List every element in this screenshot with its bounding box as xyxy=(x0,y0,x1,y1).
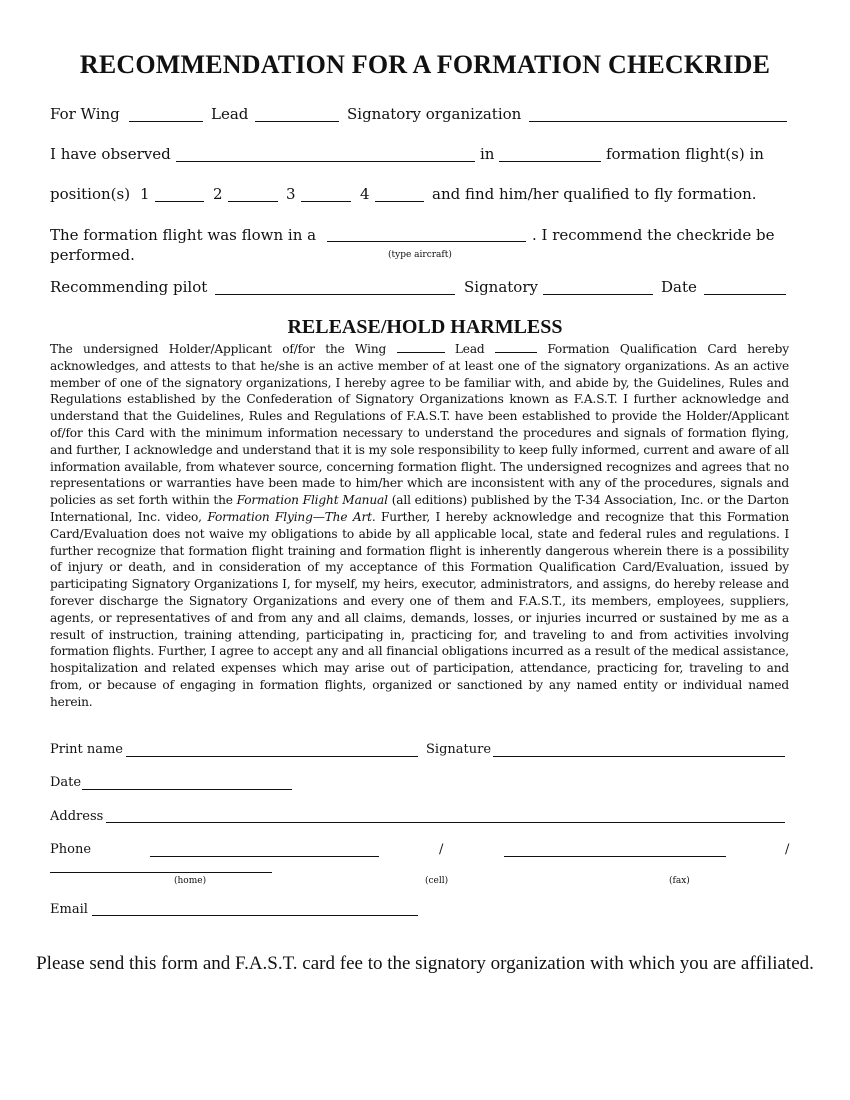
address-field[interactable] xyxy=(106,822,785,823)
for-wing-label: For Wing xyxy=(50,105,120,123)
flights-label: formation flight(s) in xyxy=(606,145,764,163)
fax-hint: (fax) xyxy=(669,876,690,886)
release-text-4: Further, I hereby acknowledge and recognize that this Formation Card/Evaluation does not waive my obligations to abide by all applicable local, state and federal rules and regulations. I further recognize that formation flight training and formation flight is inherently dangerous wherein there is a possibility of injury or death, and in consideration of my acceptance of this Formation Qualification Card/Evaluation, issued by participating Signatory Organizations I, for myself, my heirs, executor, administrators, and assigns, do hereby release and forever discharge the Signatory Organizations and every one of them and F.A.S.T., its members, employees, suppliers, agents, or representatives of and from any and all claims, demands, losses, or injuries incurred or sustained by me as a result of instruction, training attending, participating in, practicing for, and traveling to and from activities involving formation flights. Further, I agree to accept any and all financial obligations incurred as a result of the medical assistance, hospitalization and related expenses which may arise out of participation, attendance, practicing for, traveling to and from, or because of engaging in formation flights, organized or sanctioned by any named entity or individual named herein. xyxy=(50,509,789,709)
fax-phone-field[interactable] xyxy=(50,872,272,873)
signatory-field[interactable] xyxy=(543,294,653,295)
signatory-label: Signatory xyxy=(464,278,538,296)
for-wing-field[interactable] xyxy=(129,121,203,122)
observed-label: I have observed xyxy=(50,145,171,163)
flown-label: The formation flight was flown in a xyxy=(50,226,317,244)
cell-hint: (cell) xyxy=(425,876,449,886)
position-4-label: 4 xyxy=(360,185,370,203)
aircraft-type-field[interactable] xyxy=(327,241,526,242)
observed-name-field[interactable] xyxy=(176,161,475,162)
manual-title: Formation Flight Manual xyxy=(236,493,388,508)
print-name-label: Print name xyxy=(50,742,123,757)
home-phone-field[interactable] xyxy=(150,856,379,857)
release-text-1: The undersigned Holder/Applicant of/for the Wing xyxy=(50,342,387,356)
footer-instructions: Please send this form and F.A.S.T. card fee to the signatory organization with which you are affiliated. xyxy=(36,953,814,974)
phone-slash-1: / xyxy=(439,842,444,857)
recommending-pilot-label: Recommending pilot xyxy=(50,278,208,296)
performed-text: performed. xyxy=(50,246,135,264)
qualified-text: and find him/her qualified to fly formation. xyxy=(432,185,757,203)
signatory-org-label: Signatory organization xyxy=(347,105,522,123)
signatory-org-field[interactable] xyxy=(529,121,787,122)
position-3-label: 3 xyxy=(286,185,296,203)
positions-label: position(s) xyxy=(50,185,131,203)
position-2-label: 2 xyxy=(213,185,223,203)
in-label: in xyxy=(480,145,495,163)
email-field[interactable] xyxy=(92,915,418,916)
release-title: RELEASE/HOLD HARMLESS xyxy=(287,316,563,338)
phone-label: Phone xyxy=(50,842,92,857)
aircraft-hint: (type aircraft) xyxy=(388,250,452,260)
release-body xyxy=(50,341,789,711)
form-title: RECOMMENDATION FOR A FORMATION CHECKRIDE xyxy=(79,50,771,79)
release-text-2: Formation Qualification Card hereby acknowledges, and attests to that he/she is an active member of at least one of the signatory organizations. As an active member of one of the signatory organizations, I hereby agree to be familiar with, and abide by, the Guidelines, Rules and Regulations established by the Confederation of Signatory Organizations known as F.A.S.T. I further acknowledge and understand that the Guidelines, Rules and Regulations of F.A.S.T. have been established to provide the Holder/Applicant of/for this Card with the minimum information necessary to understand the procedures and signals of formation flying, and further, I acknowledge and understand that it is my sole responsibility to keep fully informed, current and aware of all information available, from whatever source, concerning formation flight. The undersigned recognizes and agrees that no representations or warranties have been made to him/her which are inconsistent with any of the procedures, signals and policies as set forth within the xyxy=(50,342,789,508)
release-lead-label: Lead xyxy=(454,342,485,356)
position-4-field[interactable] xyxy=(375,201,424,202)
position-3-field[interactable] xyxy=(301,201,351,202)
email-label: Email xyxy=(50,902,88,917)
date-field-top[interactable] xyxy=(704,294,786,295)
release-text-3: (all editions) published by the T-34 Association, Inc. or the Darton International, Inc. video, xyxy=(50,493,789,524)
address-label: Address xyxy=(50,809,104,824)
position-1-label: 1 xyxy=(140,185,150,203)
signature-label: Signature xyxy=(426,742,492,757)
cell-phone-field[interactable] xyxy=(504,856,726,857)
print-name-field[interactable] xyxy=(126,756,418,757)
flight-count-field[interactable] xyxy=(499,161,601,162)
date-label: Date xyxy=(50,775,82,790)
date-label-top: Date xyxy=(661,278,697,296)
lead-label: Lead xyxy=(211,105,249,123)
lead-field[interactable] xyxy=(255,121,339,122)
signature-field[interactable] xyxy=(493,756,785,757)
release-lead-blank[interactable] xyxy=(495,342,537,353)
phone-slash-2: / xyxy=(785,842,790,857)
video-title: Formation Flying—The Art. xyxy=(207,509,376,524)
recommending-pilot-field[interactable] xyxy=(215,294,455,295)
release-wing-blank[interactable] xyxy=(397,342,445,353)
position-2-field[interactable] xyxy=(228,201,278,202)
recommend-text: . I recommend the checkride be xyxy=(532,226,775,244)
position-1-field[interactable] xyxy=(155,201,204,202)
home-hint: (home) xyxy=(174,876,207,886)
date-field[interactable] xyxy=(82,789,292,790)
